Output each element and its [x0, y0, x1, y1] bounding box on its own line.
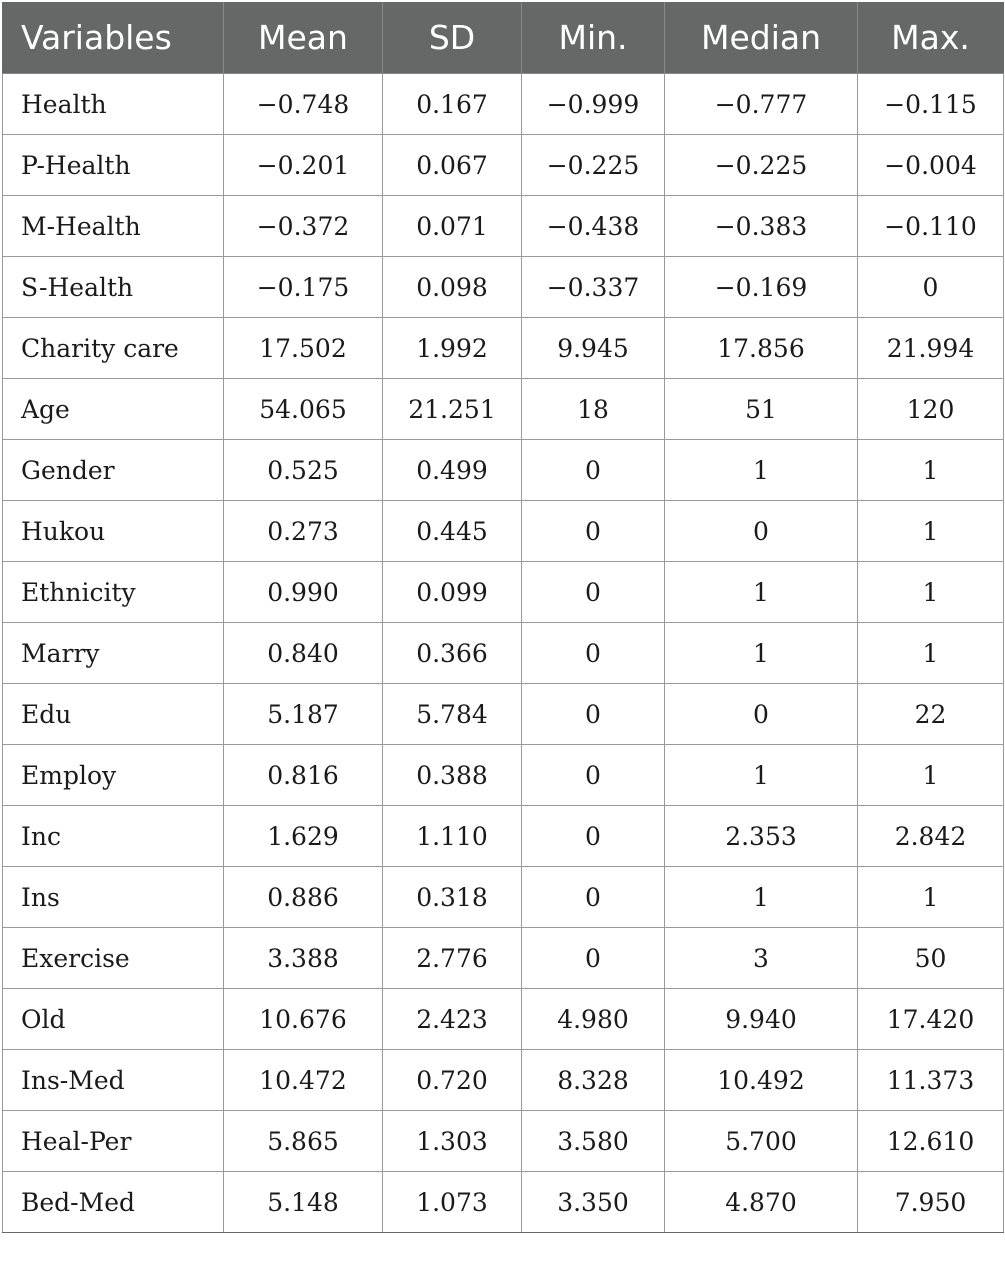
- cell-max: −0.110: [858, 196, 1004, 257]
- cell-mean: 0.816: [224, 745, 383, 806]
- cell-median: 17.856: [665, 318, 858, 379]
- table-row: [3, 74, 1004, 135]
- table-row: [3, 867, 1004, 928]
- cell-sd: 0.388: [383, 745, 522, 806]
- cell-median: −0.777: [665, 74, 858, 135]
- cell-mean: 0.840: [224, 623, 383, 684]
- cell-median: 0: [665, 501, 858, 562]
- cell-max: 11.373: [858, 1050, 1004, 1111]
- cell-min: −0.999: [522, 74, 665, 135]
- cell-sd: 0.445: [383, 501, 522, 562]
- table-row: [3, 745, 1004, 806]
- cell-sd: 5.784: [383, 684, 522, 745]
- table-row: [3, 379, 1004, 440]
- cell-max: 22: [858, 684, 1004, 745]
- cell-median: 1: [665, 867, 858, 928]
- cell-median: 1: [665, 440, 858, 501]
- cell-max: 50: [858, 928, 1004, 989]
- cell-min: −0.225: [522, 135, 665, 196]
- cell-sd: 1.303: [383, 1111, 522, 1172]
- table-row: [3, 501, 1004, 562]
- cell-median: 4.870: [665, 1172, 858, 1233]
- cell-variable: Employ: [3, 745, 224, 806]
- cell-sd: 0.318: [383, 867, 522, 928]
- cell-sd: 0.167: [383, 74, 522, 135]
- cell-max: 12.610: [858, 1111, 1004, 1172]
- table-row: [3, 1111, 1004, 1172]
- cell-min: 0: [522, 867, 665, 928]
- cell-max: 0: [858, 257, 1004, 318]
- table-row: [3, 623, 1004, 684]
- cell-min: 0: [522, 623, 665, 684]
- table-body: [3, 74, 1004, 1233]
- cell-variable: Old: [3, 989, 224, 1050]
- cell-variable: Ins: [3, 867, 224, 928]
- cell-mean: −0.748: [224, 74, 383, 135]
- cell-mean: −0.201: [224, 135, 383, 196]
- cell-variable: P-Health: [3, 135, 224, 196]
- cell-min: 8.328: [522, 1050, 665, 1111]
- cell-median: 51: [665, 379, 858, 440]
- cell-mean: 0.525: [224, 440, 383, 501]
- cell-median: 1: [665, 623, 858, 684]
- cell-median: 0: [665, 684, 858, 745]
- cell-mean: 0.990: [224, 562, 383, 623]
- cell-max: 7.950: [858, 1172, 1004, 1233]
- table-row: [3, 1050, 1004, 1111]
- header-row: [3, 3, 1004, 74]
- cell-min: 0: [522, 501, 665, 562]
- cell-mean: −0.175: [224, 257, 383, 318]
- cell-mean: −0.372: [224, 196, 383, 257]
- table-row: [3, 989, 1004, 1050]
- table-row: [3, 928, 1004, 989]
- cell-variable: Health: [3, 74, 224, 135]
- cell-mean: 54.065: [224, 379, 383, 440]
- cell-min: 3.580: [522, 1111, 665, 1172]
- cell-max: 1: [858, 562, 1004, 623]
- cell-median: −0.225: [665, 135, 858, 196]
- cell-mean: 0.273: [224, 501, 383, 562]
- cell-sd: 0.366: [383, 623, 522, 684]
- cell-min: 0: [522, 440, 665, 501]
- cell-mean: 5.865: [224, 1111, 383, 1172]
- cell-variable: Gender: [3, 440, 224, 501]
- cell-mean: 10.472: [224, 1050, 383, 1111]
- cell-median: 1: [665, 745, 858, 806]
- cell-min: 0: [522, 684, 665, 745]
- cell-max: −0.004: [858, 135, 1004, 196]
- cell-variable: Charity care: [3, 318, 224, 379]
- cell-variable: Heal-Per: [3, 1111, 224, 1172]
- cell-max: 1: [858, 867, 1004, 928]
- cell-variable: Edu: [3, 684, 224, 745]
- cell-max: 21.994: [858, 318, 1004, 379]
- cell-sd: 2.776: [383, 928, 522, 989]
- header-mean: Mean: [224, 3, 383, 74]
- table-row: [3, 562, 1004, 623]
- table-row: [3, 440, 1004, 501]
- cell-median: −0.383: [665, 196, 858, 257]
- cell-max: 1: [858, 623, 1004, 684]
- header-min: Min.: [522, 3, 665, 74]
- cell-mean: 0.886: [224, 867, 383, 928]
- table-row: [3, 257, 1004, 318]
- cell-sd: 0.499: [383, 440, 522, 501]
- table-row: [3, 806, 1004, 867]
- cell-mean: 3.388: [224, 928, 383, 989]
- cell-mean: 5.187: [224, 684, 383, 745]
- cell-median: 5.700: [665, 1111, 858, 1172]
- cell-variable: Hukou: [3, 501, 224, 562]
- cell-sd: 0.071: [383, 196, 522, 257]
- cell-min: 4.980: [522, 989, 665, 1050]
- cell-min: 9.945: [522, 318, 665, 379]
- table-row: [3, 135, 1004, 196]
- cell-median: 2.353: [665, 806, 858, 867]
- table-row: [3, 1172, 1004, 1233]
- cell-variable: S-Health: [3, 257, 224, 318]
- cell-max: −0.115: [858, 74, 1004, 135]
- cell-max: 120: [858, 379, 1004, 440]
- table-row: [3, 196, 1004, 257]
- cell-sd: 2.423: [383, 989, 522, 1050]
- cell-variable: Marry: [3, 623, 224, 684]
- cell-median: 3: [665, 928, 858, 989]
- table-row: [3, 684, 1004, 745]
- cell-sd: 0.720: [383, 1050, 522, 1111]
- cell-sd: 0.067: [383, 135, 522, 196]
- cell-min: 0: [522, 562, 665, 623]
- cell-variable: Inc: [3, 806, 224, 867]
- cell-max: 17.420: [858, 989, 1004, 1050]
- cell-mean: 10.676: [224, 989, 383, 1050]
- cell-min: 18: [522, 379, 665, 440]
- cell-min: 0: [522, 806, 665, 867]
- cell-sd: 21.251: [383, 379, 522, 440]
- cell-variable: Exercise: [3, 928, 224, 989]
- cell-max: 1: [858, 501, 1004, 562]
- cell-max: 2.842: [858, 806, 1004, 867]
- cell-sd: 1.992: [383, 318, 522, 379]
- cell-min: 0: [522, 745, 665, 806]
- cell-variable: M-Health: [3, 196, 224, 257]
- cell-sd: 1.073: [383, 1172, 522, 1233]
- cell-variable: Bed-Med: [3, 1172, 224, 1233]
- cell-variable: Ethnicity: [3, 562, 224, 623]
- cell-min: −0.438: [522, 196, 665, 257]
- cell-median: 9.940: [665, 989, 858, 1050]
- cell-mean: 17.502: [224, 318, 383, 379]
- table-header: [3, 3, 1004, 74]
- cell-mean: 5.148: [224, 1172, 383, 1233]
- descriptive-statistics-table: [2, 2, 1004, 1233]
- table-row: [3, 318, 1004, 379]
- cell-median: 1: [665, 562, 858, 623]
- cell-min: 3.350: [522, 1172, 665, 1233]
- header-variables: Variables: [3, 3, 224, 74]
- cell-sd: 1.110: [383, 806, 522, 867]
- cell-variable: Ins-Med: [3, 1050, 224, 1111]
- cell-sd: 0.098: [383, 257, 522, 318]
- header-sd: SD: [383, 3, 522, 74]
- cell-mean: 1.629: [224, 806, 383, 867]
- cell-median: −0.169: [665, 257, 858, 318]
- header-max: Max.: [858, 3, 1004, 74]
- cell-sd: 0.099: [383, 562, 522, 623]
- cell-min: −0.337: [522, 257, 665, 318]
- header-median: Median: [665, 3, 858, 74]
- cell-median: 10.492: [665, 1050, 858, 1111]
- cell-max: 1: [858, 440, 1004, 501]
- cell-variable: Age: [3, 379, 224, 440]
- cell-max: 1: [858, 745, 1004, 806]
- cell-min: 0: [522, 928, 665, 989]
